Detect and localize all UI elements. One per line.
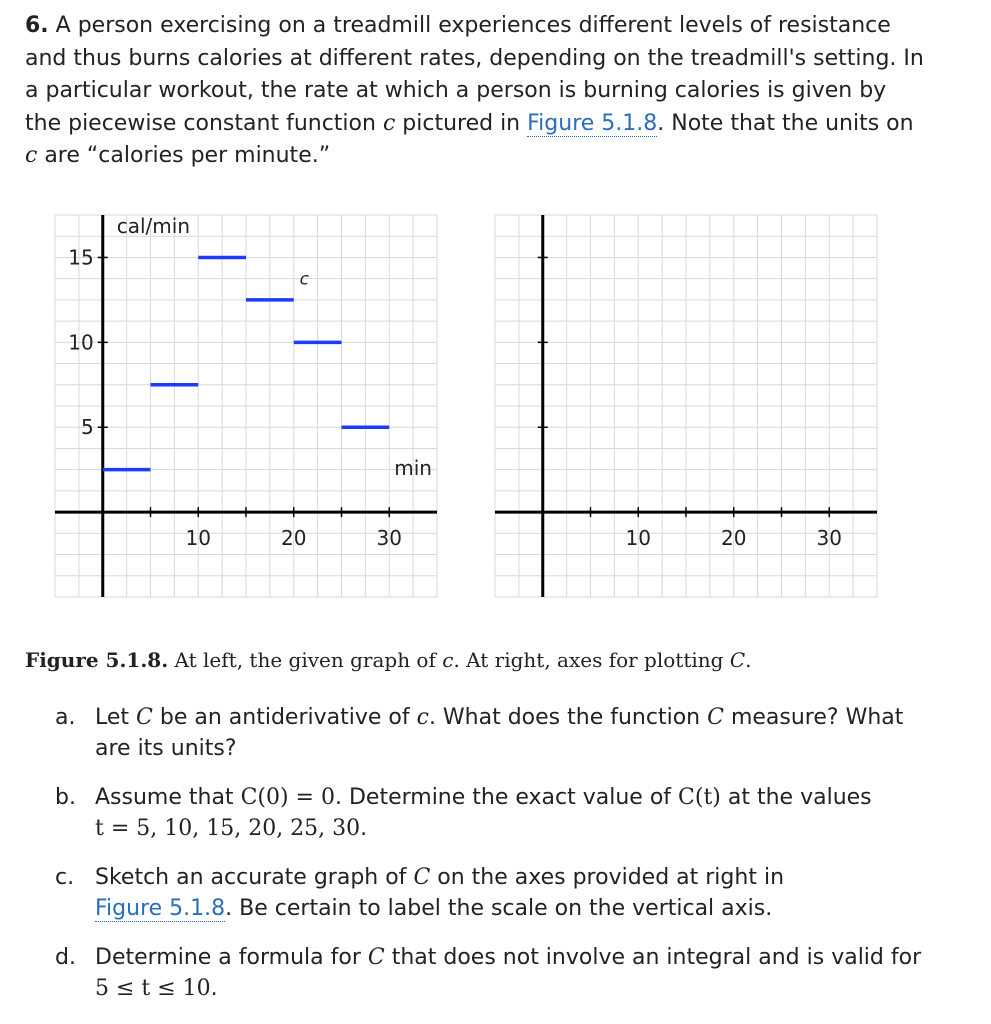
x-tick-label: 20: [281, 526, 307, 551]
x-tick-label: 30: [816, 526, 842, 551]
caption-text-1: At left, the given graph of: [174, 648, 436, 672]
part-b-t1: Assume that: [95, 785, 234, 810]
part-a-t1: Let: [95, 705, 130, 730]
problem-text-2: pictured in: [402, 110, 521, 136]
part-c-figure-link[interactable]: Figure 5.1.8: [95, 896, 226, 921]
part-c-label: c.: [55, 865, 75, 890]
part-b-m3: t = 5, 10, 15, 20, 25, 30: [95, 816, 361, 841]
part-a-C: C: [136, 705, 153, 730]
problem-text-3: . Note that the units on: [657, 110, 914, 136]
parts-list: [55, 702, 935, 1022]
figure-5-1-8: [0, 205, 900, 609]
caption-var-c: c: [442, 648, 454, 672]
x-tick-label: 20: [721, 526, 747, 551]
part-a-t2: be an antiderivative of: [159, 705, 410, 730]
caption-text-3: .: [745, 648, 752, 672]
caption-var-C: C: [729, 648, 746, 672]
part-b: [55, 782, 935, 844]
part-b-m2: C(t): [678, 785, 721, 810]
x-tick-label: 10: [185, 526, 211, 551]
part-c-t3: . Be certain to label the scale on the vertical axis.: [225, 896, 773, 921]
part-d-t2: that does not involve an integral and is valid for: [391, 945, 922, 970]
caption-text-2: . At right, axes for plotting: [453, 648, 724, 672]
figure-svg: [0, 205, 900, 605]
figure-link[interactable]: Figure 5.1.8: [527, 110, 658, 136]
part-c-t2: on the axes provided at right in: [437, 865, 785, 890]
part-c-t1: Sketch an accurate graph of: [95, 865, 407, 890]
part-b-label: b.: [55, 785, 76, 810]
figure-caption: [25, 648, 751, 672]
problem-number: 6.: [25, 13, 49, 38]
x-axis-label: min: [394, 455, 432, 480]
part-d: [55, 942, 935, 1004]
part-a: [55, 702, 935, 764]
function-label: c: [299, 269, 309, 290]
var-c: c: [382, 110, 396, 136]
part-b-m1: C(0) = 0: [240, 785, 335, 810]
problem-statement: [25, 10, 925, 173]
part-d-t3: .: [210, 976, 218, 1001]
part-d-label: d.: [55, 945, 76, 970]
part-d-C: C: [367, 945, 385, 970]
part-a-label: a.: [55, 705, 76, 730]
part-b-t3: at the values: [727, 785, 872, 810]
caption-label: Figure 5.1.8.: [25, 648, 169, 672]
part-d-t1: Determine a formula for: [95, 945, 361, 970]
part-b-t4: .: [360, 816, 368, 841]
y-tick-label: 5: [81, 415, 94, 440]
problem-text-1: A person exercising on a treadmill experiences different levels of resistance and thus burns calories at different rates, depending on the treadmill's setting. In a particular workout, the rate at which a person is burning calories is given by the piecewise constant function: [25, 13, 924, 136]
y-tick-label: 15: [68, 245, 94, 270]
x-tick-label: 10: [625, 526, 651, 551]
y-axis-label: cal/min: [116, 214, 191, 238]
part-a-C2: C: [707, 705, 724, 730]
y-tick-label: 10: [68, 330, 94, 355]
part-a-t3: . What does the function: [428, 705, 701, 730]
part-a-t4: measure? What are its units?: [95, 705, 904, 761]
part-b-t2: . Determine the exact value of: [334, 785, 672, 810]
problem-text-4: are “calories per minute.”: [44, 143, 331, 168]
part-c-C: C: [413, 865, 431, 890]
part-c: [55, 862, 935, 924]
part-d-m1: 5 ≤ t ≤ 10: [95, 976, 211, 1001]
var-c-2: c: [25, 143, 38, 168]
part-a-c: c: [416, 705, 429, 730]
x-tick-label: 30: [376, 526, 402, 551]
